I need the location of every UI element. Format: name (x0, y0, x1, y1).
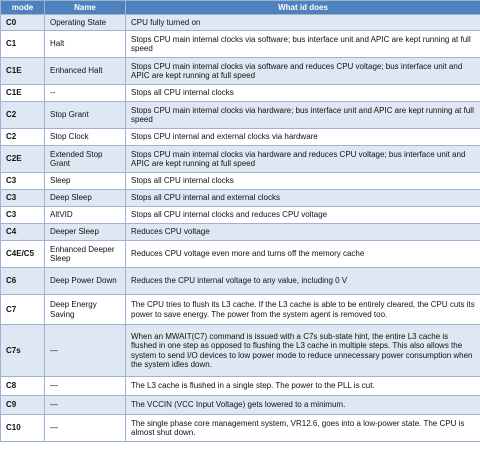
mode-cell: C3 (1, 190, 45, 207)
mode-cell: C10 (1, 415, 45, 442)
description-cell: Stops all CPU internal clocks (126, 85, 480, 102)
description-cell: Reduces CPU voltage (126, 224, 480, 241)
mode-cell: C6 (1, 268, 45, 295)
description-cell: The VCCIN (VCC Input Voltage) gets lowered to a minimum. (126, 396, 480, 415)
mode-cell: C9 (1, 396, 45, 415)
description-cell: Stops all CPU internal clocks and reduces CPU voltage (126, 207, 480, 224)
mode-cell: C4E/C5 (1, 241, 45, 268)
name-cell: Extended Stop Grant (45, 146, 126, 173)
name-cell: Stop Clock (45, 129, 126, 146)
description-cell: The L3 cache is flushed in a single step. The power to the PLL is cut. (126, 377, 480, 396)
description-cell: Reduces the CPU internal voltage to any value, including 0 V (126, 268, 480, 295)
mode-cell: C1E (1, 85, 45, 102)
name-cell: — (45, 377, 126, 396)
header-row (1, 1, 480, 15)
description-cell: CPU fully turned on (126, 15, 480, 31)
name-cell: Operating State (45, 15, 126, 31)
mode-cell: C2E (1, 146, 45, 173)
name-cell: Stop Grant (45, 102, 126, 129)
table-row (1, 241, 480, 268)
table-row (1, 31, 480, 58)
description-cell: Stops CPU internal and external clocks via hardware (126, 129, 480, 146)
name-cell: Enhanced Deeper Sleep (45, 241, 126, 268)
header-description: What id does (126, 1, 480, 15)
name-cell: Deep Energy Saving (45, 295, 126, 325)
description-cell: Stops CPU main internal clocks via software; bus interface unit and APIC are kept running at full speed (126, 31, 480, 58)
name-cell: Deep Sleep (45, 190, 126, 207)
mode-cell: C7 (1, 295, 45, 325)
mode-cell: C8 (1, 377, 45, 396)
table-row (1, 15, 480, 31)
name-cell: Halt (45, 31, 126, 58)
mode-cell: C7s (1, 325, 45, 377)
name-cell: Enhanced Halt (45, 58, 126, 85)
description-cell: When an MWAIT(C7) command is issued with a C7s sub-state hint, the entire L3 cache is flushed in one step as opposed to flushing the L3 cache in multiple steps. This also allows the system to send I/O devices to low power mode to reduce unnecessary power consumption when the system idles down. (126, 325, 480, 377)
mode-cell: C1E (1, 58, 45, 85)
table-row (1, 102, 480, 129)
table-row (1, 85, 480, 102)
table-row (1, 415, 480, 442)
table-row (1, 268, 480, 295)
table-row (1, 325, 480, 377)
name-cell: — (45, 415, 126, 442)
mode-cell: C3 (1, 207, 45, 224)
description-cell: Stops CPU main internal clocks via hardware and reduces CPU voltage; bus interface unit and APIC are kept running at full speed (126, 146, 480, 173)
header-name: Name (45, 1, 126, 15)
description-cell: Stops CPU main internal clocks via hardware; bus interface unit and APIC are kept running at full speed (126, 102, 480, 129)
mode-cell: C0 (1, 15, 45, 31)
name-cell: Sleep (45, 173, 126, 190)
mode-cell: C2 (1, 129, 45, 146)
description-cell: Stops all CPU internal clocks (126, 173, 480, 190)
table-row (1, 58, 480, 85)
table-row (1, 190, 480, 207)
description-cell: The single phase core management system, VR12.6, goes into a low-power state. The CPU is almost shut down. (126, 415, 480, 442)
description-cell: Reduces CPU voltage even more and turns off the memory cache (126, 241, 480, 268)
name-cell: Deeper Sleep (45, 224, 126, 241)
mode-cell: C2 (1, 102, 45, 129)
name-cell: — (45, 325, 126, 377)
table-row (1, 295, 480, 325)
table-row (1, 377, 480, 396)
description-cell: Stops all CPU internal and external clocks (126, 190, 480, 207)
table-row (1, 173, 480, 190)
header-mode: mode (1, 1, 45, 15)
mode-cell: C1 (1, 31, 45, 58)
description-cell: The CPU tries to flush its L3 cache. If the L3 cache is able to be entirely cleared, the CPU cuts its power to save energy. The power from the system agent is removed too. (126, 295, 480, 325)
name-cell: — (45, 396, 126, 415)
table-row (1, 396, 480, 415)
name-cell: Deep Power Down (45, 268, 126, 295)
name-cell: AltVID (45, 207, 126, 224)
mode-cell: C3 (1, 173, 45, 190)
table-row (1, 146, 480, 173)
table-row (1, 224, 480, 241)
mode-cell: C4 (1, 224, 45, 241)
table-row (1, 207, 480, 224)
name-cell: -- (45, 85, 126, 102)
description-cell: Stops CPU main internal clocks via software and reduces CPU voltage; bus interface unit and APIC are kept running at full speed (126, 58, 480, 85)
table-row (1, 129, 480, 146)
